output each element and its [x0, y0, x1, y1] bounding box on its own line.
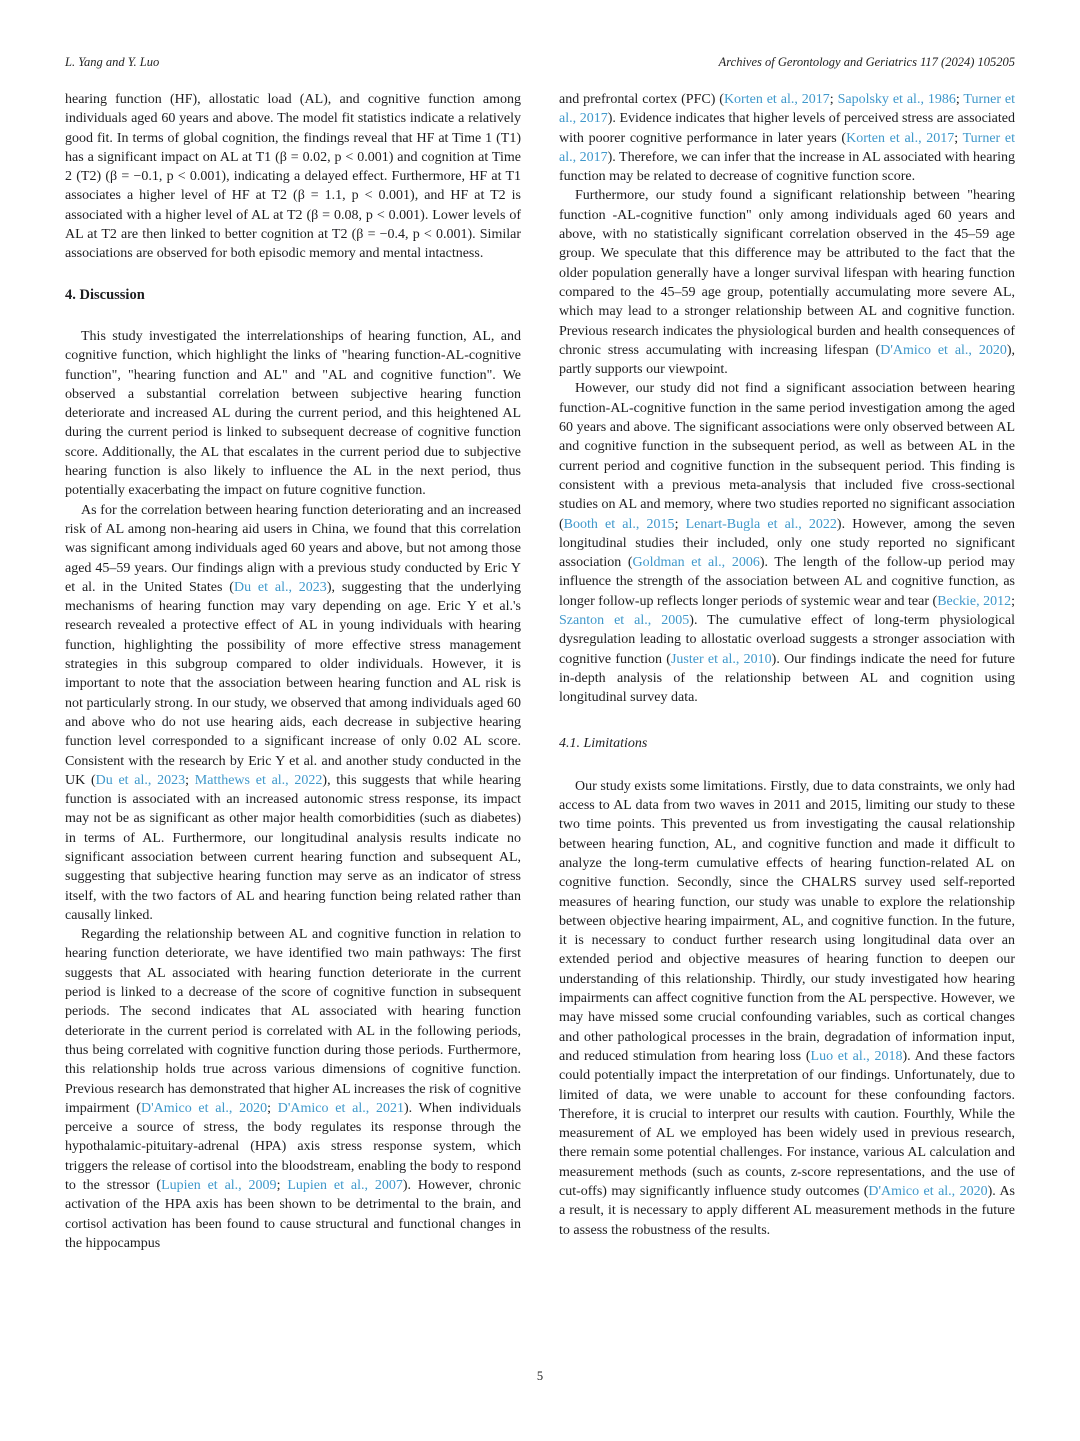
citation-link[interactable]: Lenart-Bugla et al., 2022 [685, 516, 837, 532]
column-left [65, 90, 521, 1253]
citation-link[interactable]: Korten et al., 2017 [723, 92, 830, 107]
citation-link[interactable]: D'Amico et al., 2020 [880, 342, 1007, 358]
citation-link[interactable]: Szanton et al., 2005 [559, 613, 690, 629]
citation-link[interactable]: Du et al., 2023 [233, 579, 327, 595]
citation-link[interactable]: Beckie, 2012 [937, 593, 1012, 609]
paragraph: However, our study did not find a significant association between hearing function-AL-cognitive function in the same period investigation among the aged 60 years and above. The significant associations were only observed between AL and cognitive function in the subsequent period, as well as between AL in the current period and cognitive function in the subsequent period. This finding is consistent with a previous meta-analysis that included five cross-sectional studies on AL and memory, where two studies reported no significant association (Booth et al., 2015; Lenart-Bugla et al., 2022). However, among the seven longitudinal studies their included, only one study reported no significant association (Goldman et al., 2006). The length of the follow-up period may influence the strength of the association between AL and cognitive function, as longer follow-up reflects longer periods of systemic wear and tear (Beckie, 2012; Szanton et al., 2005). The cumulative effect of long-term physiological dysregulation leading to allostatic overload suggests a stronger association with cognitive function (Juster et al., 2010). Our findings indicate the need for future in-depth analysis of the relationship between AL and cognition using longitudinal survey data. [559, 381, 1016, 706]
citation-link[interactable]: Matthews et al., 2022 [194, 772, 323, 788]
citation-link[interactable]: Du et al., 2023 [95, 772, 186, 788]
citation-link[interactable]: Luo et al., 2018 [810, 1048, 903, 1064]
citation-link[interactable]: Goldman et al., 2006 [632, 555, 760, 571]
paragraph: and prefrontal cortex (PFC) (Korten et al., 2017; Sapolsky et al., 1986; Turner et al., 2017). Evidence indicates that higher levels of perceived stress are associated with poorer cognitive performance in later years (Korten et al., 2017; Turner et al., 2017). Therefore, we can infer that the increase in AL associated with hearing function may be related to decrease of cognitive function score. [559, 92, 1016, 185]
paragraph: As for the correlation between hearing function deteriorating and an increased risk of AL among non-hearing aid users in China, we found that this correlation was significant among individuals aged 60 years and above, but not among those aged 45–59 years. Our findings align with a previous study conducted by Eric Y et al. in the United States (Du et al., 2023), suggesting that the underlying mechanisms of hearing function may vary depending on age. Eric Y et al.'s research revealed a protective effect of AL in young individuals with hearing function, highlighting the possibility of more effective stress management strategies in this subgroup compared to older individuals. However, it is important to note that the association between hearing function and AL risk is not particularly strong. In our study, we observed that among individuals aged 60 and above who do not use hearing aids, each decrease in subjective hearing function level corresponded to a significant increase of only 0.02 AL score. Consistent with the research by Eric Y et al. and another study conducted in the UK (Du et al., 2023; Matthews et al., 2022), this suggests that while hearing function is associated with an increased autonomic stress response, its impact may not be as significant as other major health comorbidities (such as diabetes) in terms of AL. Furthermore, our longitudinal analysis results indicate no significant association between current hearing function and subsequent AL, suggesting that subjective hearing function may serve as an indicator of stress itself, with the two factors of AL and hearing function being related rather than causally linked. [65, 502, 521, 923]
page-number: 5 [536, 1369, 544, 1383]
citation-link[interactable]: Booth et al., 2015 [563, 516, 675, 532]
citation-link[interactable]: D'Amico et al., 2021 [277, 1100, 404, 1116]
column-right [559, 90, 1015, 1253]
page-footer [0, 1369, 1080, 1384]
section-heading: 4. Discussion [65, 286, 145, 303]
citation-link[interactable]: Sapolsky et al., 1986 [837, 92, 956, 107]
citation-link[interactable]: Juster et al., 2010 [670, 651, 772, 667]
running-head [65, 55, 1015, 70]
citation-link[interactable]: Turner et al., 2017 [559, 92, 1016, 127]
paragraph: Our study exists some limitations. Firstly, due to data constraints, we only had access to AL data from two waves in 2011 and 2015, limiting our study to these two time points. This prevented us from investigating the causal relationship between hearing function, AL, and cognitive function and made it difficult to analyze the long-term cumulative effects of hearing function-related AL on cognitive function. Secondly, since the CHALRS survey used self-reported measures of hearing function, our study was unable to explore the relationship between objective hearing impairment, AL, and cognitive function. In the future, it is necessary to conduct further research using longitudinal data over an extended period and objective measures of hearing function to deepen our understanding of this relationship. Thirdly, our study investigated how hearing impairments can affect cognitive function from the AL perspective. However, we may have missed some crucial confounding variables, such as cortical changes and other pathological processes in the brain, degradation of information input, and reduced stimulation from hearing loss (Luo et al., 2018). And these factors could potentially impact the interpretation of our findings. Unfortunately, due to limited of data, we were unable to account for these confounding factors. Therefore, it is crucial to interpret our results with caution. Fourthly, While the measurement of AL we employed has been widely used in previous research, there remain some potential challenges. For instance, various AL calculation and measurement methods (such as counts, z-score representations, and the use of cut-offs) may significantly influence study outcomes (D'Amico et al., 2020). As a result, it is necessary to apply different AL measurement methods in the future to assess the robustness of the results. [559, 778, 1016, 1238]
paragraph: This study investigated the interrelationships of hearing function, AL, and cognitive function, which highlight the links of "hearing function-AL-cognitive function", "hearing function and AL" and "AL and cognitive function". We observed a substantial correlation between subjective hearing function deteriorate and increased AL during the current period, and this heightened AL during the current period is linked to subsequent decrease of cognitive function score. Additionally, the AL that escalates in the current period due to subjective hearing function is also likely to influence the AL in the next period, thus potentially exacerbating the impact on future cognitive function. [65, 328, 521, 499]
citation-link[interactable]: Lupien et al., 2007 [287, 1178, 403, 1194]
running-head-authors: L. Yang and Y. Luo [65, 55, 160, 69]
citation-link[interactable]: Turner et al., 2017 [559, 130, 1016, 165]
article-body [65, 90, 1015, 1253]
citation-link[interactable]: Lupien et al., 2009 [161, 1178, 277, 1194]
citation-link[interactable]: D'Amico et al., 2020 [868, 1184, 988, 1200]
paragraph: Regarding the relationship between AL and cognitive function in relation to hearing function deteriorate, we have identified two main pathways: The first suggests that AL associated with hearing function deteriorate in the current period is linked to a decrease of the score of cognitive function in subsequent periods. The second indicates that AL associated with hearing function deteriorate in the current period is correlated with AL in the following periods, thus being correlated with cognitive function during those periods. Furthermore, this relationship holds true across various dimensions of cognitive function. Previous research has demonstrated that higher AL increases the risk of cognitive impairment (D'Amico et al., 2020; D'Amico et al., 2021). When individuals perceive a source of stress, the body regulates its response through the hypothalamic-pituitary-adrenal (HPA) axis stress response system, which triggers the release of cortisol into the bloodstream, enabling the body to respond to the stressor (Lupien et al., 2009; Lupien et al., 2007). However, chronic activation of the HPA axis has been shown to be detrimental to the brain, and cortisol activation has been found to cause structural and functional changes in the hippocampus [65, 927, 522, 1251]
paragraph: Furthermore, our study found a significant relationship between "hearing function -AL-cognitive function" only among individuals aged 60 years and above, with no statistically significant correlation observed in the 45–59 age group. We speculate that this difference may be attributed to the fact that the older population generally have a longer survival lifespan with hearing function compared to the 45–59 age group, potentially accumulating more severe AL, which may lead to a stronger relationship between AL and cognitive function. Previous research indicates the physiological burden and health consequences of chronic stress accumulating with increasing lifespan (D'Amico et al., 2020), partly supports our viewpoint. [559, 188, 1015, 378]
citation-link[interactable]: D'Amico et al., 2020 [140, 1100, 268, 1116]
citation-link[interactable]: Korten et al., 2017 [846, 130, 955, 146]
running-head-journal: Archives of Gerontology and Geriatrics 117 (2024) 105205 [718, 55, 1015, 69]
subsection-heading: 4.1. Limitations [559, 735, 648, 751]
paragraph: hearing function (HF), allostatic load (AL), and cognitive function among individuals aged 60 years and above. The model fit statistics indicate a relatively good fit. In terms of global cognition, the findings reveal that HF at Time 1 (T1) has a significant impact on AL at T1 (β = 0.02, p < 0.001) and cognition at Time 2 (T2) (β = −0.1, p < 0.001), indicating a delayed effect. Furthermore, HF at T1 associates a higher level of HF at T2 (β = 1.1, p < 0.001), and HF at T2 is associated with a higher level of AL at T2 (β = 0.08, p < 0.001). Lower levels of AL at T2 are then linked to better cognition at T2 (β = −0.4, p < 0.001). Similar associations are observed for both episodic memory and mental intactness. [65, 92, 521, 262]
